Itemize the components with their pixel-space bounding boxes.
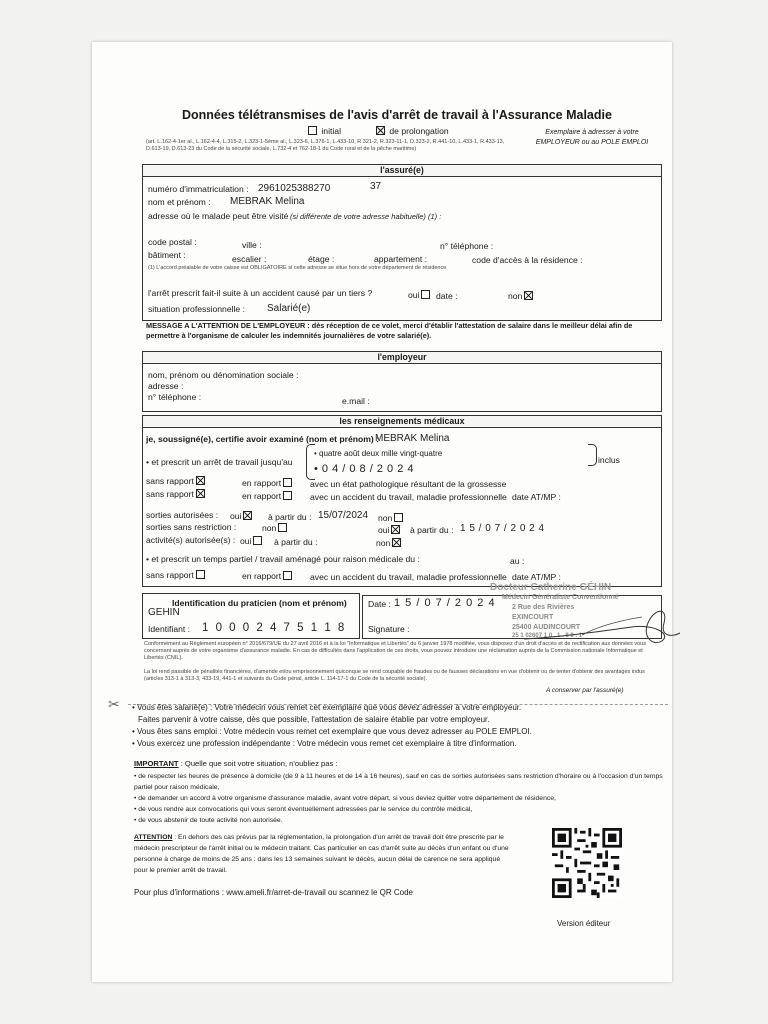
ville-label: ville : [242, 240, 262, 250]
sans-rapport-3[interactable] [146, 570, 207, 580]
date-words: • quatre août deux mille vingt-quatre [314, 449, 443, 458]
instructions-bullets [132, 702, 652, 750]
more-info: Pour plus d'informations : www.ameli.fr/arret-de-travail ou scannez le QR Code [134, 888, 413, 897]
important-title: IMPORTANT [134, 759, 179, 768]
sans-restriction-non-checkbox[interactable] [278, 523, 287, 532]
assure-box [142, 176, 662, 321]
address-note: (si différente de votre adresse habituelle) (1) : [290, 212, 442, 221]
activites-oui[interactable] [240, 536, 264, 546]
attention-block [134, 832, 514, 876]
prolongation-option[interactable] [374, 126, 449, 136]
praticien-date-value: 1 5 / 0 7 / 2 0 2 4 [394, 597, 496, 609]
conserver-note: A conserver par l'assuré(e) [546, 687, 624, 694]
sans-rapport-2[interactable] [146, 489, 207, 499]
sans-restriction-a-partir: à partir du : [410, 525, 454, 535]
date-at-mp-1: date AT/MP : [512, 492, 561, 502]
certifie-label: je, soussigné(e), certifie avoir examiné (nom et prénom) : [146, 434, 380, 444]
rgpd-text-2: La loi rend passible de pénalités financières, d'amende et/ou emprisonnement quiconque se rend coupable de fraudes ou de fausses déclarations en vue d'obtenir ou de tenter d'obtenir des avantages indus (articles 313-1 à 313-3, 433-19, 441-1 et suivants du Code pénal, article L. 114-17-1 du Code de la sécurité sociale). [144, 669, 645, 682]
situation-value: Salarié(e) [267, 303, 311, 314]
tiers-non[interactable] [508, 291, 535, 301]
version-editeur: Version éditeur [557, 919, 611, 928]
sorties-autorisees-label: sorties autorisées : [146, 510, 219, 520]
stamp-number: 25 1 02607 1 0 . 1 . 8 8 . 1 [512, 633, 583, 639]
accident-travail-label-2: avec un accident du travail, maladie professionnelle [310, 572, 507, 582]
employeur-name-label: nom, prénom ou dénomination sociale : [148, 370, 299, 380]
employeur-section-header: l'employeur [142, 351, 662, 364]
important-item-1: • de respecter les heures de présence à domicile (de 9 à 11 heures et de 14 à 16 heures), sauf en cas de sorties autorisées sans restriction d'horaire ou à l'occasion d'un temps partiel pour raison médicale, [134, 773, 663, 791]
en-rapport-1-checkbox[interactable] [283, 478, 292, 487]
instruction-salarie: • Vous êtes salarié(e) : Votre médecin vous remet cet exemplaire que vous devez adresser à votre employeur. [132, 703, 522, 712]
sans-restriction-oui-checkbox[interactable] [391, 525, 400, 534]
activites-a-partir: à partir du : [274, 537, 318, 547]
stamp-line5: 25400 AUDINCOURT [512, 624, 581, 631]
initial-label: initial [321, 126, 341, 136]
scissors-icon: ✂ [108, 696, 120, 712]
sorties-oui-label: oui [230, 511, 242, 521]
sorties-oui-checkbox[interactable] [243, 511, 252, 520]
form-title: Données télétransmises de l'avis d'arrêt de travail à l'Assurance Maladie [182, 108, 612, 122]
sans-rapport-1-label: sans rapport [146, 476, 194, 486]
important-item-4: • de vous abstenir de toute activité non autorisée. [134, 817, 283, 824]
employeur-email-label: e.mail : [342, 396, 370, 406]
exemplaire-note: Exemplaire à adresser à votre EMPLOYEUR ou au POLE EMPLOI [535, 129, 649, 146]
immat-value: 2961025388270 [258, 183, 331, 194]
grossesse-label: avec un état pathologique résultant de la grossesse [310, 479, 507, 489]
activites-non[interactable] [376, 538, 403, 548]
sorties-non[interactable] [378, 513, 405, 523]
form-page [92, 42, 672, 982]
prolongation-checkbox[interactable] [376, 126, 385, 135]
sorties-oui[interactable] [230, 511, 254, 521]
medical-section-header: les renseignements médicaux [142, 415, 662, 428]
sans-rapport-3-label: sans rapport [146, 570, 194, 580]
legal-references: (art. L.162-4-1er al., L.162-4-4, L.315-2, L.323-1-5ème al., L.323-6, L.376-1, L.433-10, R.321-2, R.323-11-1, D.323-2, R.441-10, L.433-1, R.433-13, D.613-19, D.613-23 du Code de la sécurité sociale, L.732-4 et 762-18-1 du Code rural et de la pêche maritime) [146, 139, 505, 152]
tiers-non-label: non [508, 291, 523, 301]
employeur-address-label: adresse : [148, 381, 184, 391]
tiers-question: l'arrêt prescrit fait-il suite à un accident causé par un tiers ? [148, 288, 373, 298]
date-words-text: quatre août deux mille vingt-quatre [319, 449, 443, 458]
immat-label: numéro d'immatriculation : [148, 184, 249, 194]
stamp-line2: Médecin Généraliste Conventionné [502, 594, 619, 601]
date-bracket-right [588, 444, 597, 466]
code-postal-label: code postal : [148, 237, 197, 247]
certifie-value: MEBRAK Melina [375, 433, 450, 444]
en-rapport-3-checkbox[interactable] [283, 571, 292, 580]
batiment-label: bâtiment : [148, 250, 186, 260]
identifiant-label: Identifiant : [148, 624, 191, 634]
important-item-2: • de demander un accord à votre organisme d'assurance maladie, avant votre départ, si vous deviez quitter votre département de résidence, [134, 795, 556, 802]
accident-travail-label-1: avec un accident du travail, maladie professionnelle [310, 492, 507, 502]
tiers-date-label: date : [436, 291, 458, 301]
instruction-sans-emploi: • Vous êtes sans emploi : Votre médecin vous remet cet exemplaire que vous devez adresser au POLE EMPLOI. [132, 727, 532, 736]
date-at-mp-2: date AT/MP : [512, 572, 561, 582]
praticien-name: GEHIN [148, 607, 180, 618]
sorties-non-checkbox[interactable] [394, 513, 403, 522]
en-rapport-2-label: en rapport [242, 491, 282, 501]
tiers-oui[interactable] [408, 290, 432, 300]
assure-section-header: l'assuré(e) [142, 164, 662, 177]
important-item-3: • de vous rendre aux convocations qui vous seront éventuellement adressées par le service du contrôle médical, [134, 806, 473, 813]
en-rapport-2-checkbox[interactable] [283, 491, 292, 500]
sans-restriction-non-label: non [262, 523, 277, 533]
attention-text: : En dehors des cas prévus par la réglementation, la prolongation d'un arrêt de travail doit être prescrite par le médecin prescripteur de l'arrêt initial ou le médecin traitant. Cas particulier en cas d'arrêt suite au décès d'un enfant ou d'une personne à charge de moins de 25 ans : dans les 13 semaines suivant le décès, aucun délai de carence ne sera appliqué pour le premier arrêt de travail. [134, 834, 509, 874]
en-rapport-3-label: en rapport [242, 571, 282, 581]
appartement-label: appartement : [374, 254, 428, 264]
stamp-line3: 2 Rue des Rivières [512, 604, 575, 611]
prescrit-label: • et prescrit un arrêt de travail jusqu'au [146, 457, 293, 467]
signature-label: Signature : [368, 624, 410, 634]
sans-rapport-2-checkbox[interactable] [196, 489, 205, 498]
stamp-name: Docteur Catherine GÉHIN [490, 582, 612, 593]
assure-footnote: (1) L'accord préalable de votre caisse est OBLIGATOIRE si cette adresse se situe hors de votre département de résidence [148, 265, 447, 271]
employeur-phone-label: n° téléphone : [148, 392, 202, 402]
activites-non-checkbox[interactable] [392, 538, 401, 547]
sans-restriction-oui[interactable] [378, 525, 402, 535]
telephone-label: n° téléphone : [440, 241, 494, 251]
sans-rapport-1[interactable] [146, 476, 207, 486]
activites-oui-checkbox[interactable] [253, 536, 262, 545]
situation-label: situation professionnelle : [148, 304, 245, 314]
date-digits-text: 0 4 / 0 8 / 2 0 2 4 [321, 463, 414, 475]
activites-non-label: non [376, 538, 391, 548]
sans-rapport-1-checkbox[interactable] [196, 476, 205, 485]
etage-label: étage : [308, 254, 335, 264]
qr-code[interactable] [552, 828, 622, 898]
en-rapport-1-label: en rapport [242, 478, 282, 488]
en-rapport-3[interactable] [242, 571, 294, 581]
initial-checkbox[interactable] [308, 126, 317, 135]
praticien-date-label: Date : [368, 599, 391, 609]
activites-label: activité(s) autorisée(s) : [146, 535, 236, 545]
rgpd-text-1: Conformément au Règlement européen n° 2016/679/UE du 27 avril 2016 et à la loi "Informatique et Libertés" du 6 janvier 1978 modifiée, vous disposez d'un droit d'accès et de rectification aux données vous concernant auprès de votre organisme d'assurance maladie. En cas de difficultés dans l'application de ces droits, vous pouvez introduire une réclamation auprès de la Commission nationale Informatique et Libertés (CNIL). [144, 641, 646, 661]
important-intro: : Quelle que soit votre situation, n'oubliez pas : [178, 759, 338, 768]
date-digits: • 0 4 / 0 8 / 2 0 2 4 [314, 463, 414, 475]
sans-restriction-date: 1 5 / 0 7 / 2 0 2 4 [460, 523, 545, 534]
escalier-label: escalier : [232, 254, 267, 264]
sans-restriction-oui-label: oui [378, 525, 390, 535]
sorties-date: 15/07/2024 [318, 510, 369, 521]
initial-option[interactable] [306, 126, 341, 136]
address-label: adresse où le malade peut être visité [148, 211, 289, 221]
code-acces-label: code d'accès à la résidence : [472, 255, 583, 265]
inclus-label: inclus [598, 455, 620, 465]
instruction-salarie-2: Faites parvenir à votre caisse, dès que possible, l'attestation de salaire établie par votre employeur. [138, 715, 490, 724]
tiers-non-checkbox[interactable] [524, 291, 533, 300]
temps-partiel-au: au : [510, 556, 525, 566]
praticien-id-title: Identification du praticien (nom et prénom) [172, 598, 347, 608]
sans-restriction-label: sorties sans restriction : [146, 522, 237, 532]
immat-key: 37 [370, 181, 382, 192]
tiers-oui-label: oui [408, 290, 420, 300]
sorties-non-label: non [378, 513, 393, 523]
activites-oui-label: oui [240, 536, 252, 546]
name-label: nom et prénom : [148, 197, 211, 207]
sans-rapport-3-checkbox[interactable] [196, 570, 205, 579]
employer-message: MESSAGE A L'ATTENTION DE L'EMPLOYEUR : dès réception de ce volet, merci d'établir l'attestation de salaire dans le meilleur délai afin de permettre à l'organisme de calculer les indemnités journalières de votre salarié(e). [146, 321, 633, 340]
tiers-oui-checkbox[interactable] [421, 290, 430, 299]
temps-partiel-label: • et prescrit un temps partiel / travail aménagé pour raison médicale du : [146, 554, 420, 564]
sans-rapport-2-label: sans rapport [146, 489, 194, 499]
signature-scribble [522, 597, 682, 647]
stamp-line4: EXINCOURT [512, 614, 554, 621]
en-rapport-1[interactable] [242, 478, 294, 488]
sorties-a-partir: à partir du : [268, 512, 312, 522]
en-rapport-2[interactable] [242, 491, 294, 501]
instruction-independant: • Vous exercez une profession indépendante : Votre médecin vous remet cet exemplaire à titre d'information. [132, 739, 517, 748]
prolongation-label: de prolongation [389, 126, 449, 136]
name-value: MEBRAK Melina [230, 196, 305, 207]
sans-restriction-non[interactable] [262, 523, 289, 533]
important-block [134, 758, 664, 826]
attention-title: ATTENTION [134, 834, 173, 841]
identifiant-value: 1 0 0 0 2 4 7 5 1 1 8 [202, 622, 347, 634]
